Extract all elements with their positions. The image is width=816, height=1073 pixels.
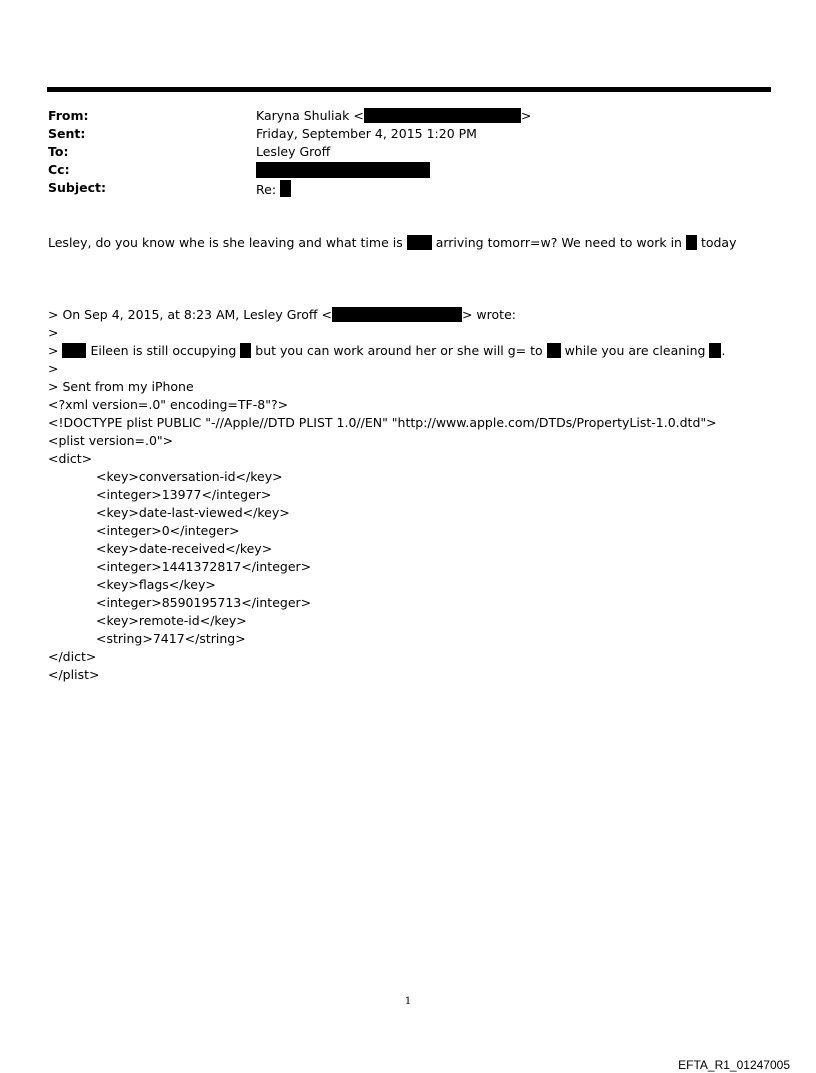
body-paragraph	[48, 235, 736, 250]
redaction-box	[709, 343, 721, 358]
quote-line: > Sent from my iPhone	[48, 379, 194, 394]
redaction-box	[364, 108, 521, 123]
quote-line: >	[48, 361, 59, 376]
redaction-box	[407, 235, 432, 250]
quote-text: while you are cleaning	[564, 343, 706, 358]
xml-line: <integer>8590195713</integer>	[96, 595, 312, 610]
document-id: EFTA_R1_01247005	[678, 1058, 790, 1072]
from-value	[256, 108, 531, 123]
quote-line: >	[48, 325, 59, 340]
quote-text: but you can work around her or she will g= to	[255, 343, 543, 358]
redaction-box	[686, 235, 697, 250]
redaction-box	[256, 162, 430, 178]
redaction-box	[240, 343, 251, 358]
quote-text: Eileen is still occupying	[90, 343, 237, 358]
from-label: From:	[48, 108, 89, 123]
xml-line: <key>conversation-id</key>	[96, 469, 283, 484]
body-text: today	[700, 235, 737, 250]
xml-line: <plist version=.0">	[48, 433, 174, 448]
header-rule	[47, 87, 771, 92]
quote-line	[48, 307, 516, 322]
redaction-box	[62, 343, 86, 358]
xml-line: <?xml version=.0" encoding=TF-8"?>	[48, 397, 289, 412]
xml-line: <key>remote-id</key>	[96, 613, 247, 628]
cc-label: Cc:	[48, 162, 70, 177]
quote-text: >	[48, 343, 59, 358]
xml-line: <key>date-last-viewed</key>	[96, 505, 290, 520]
quote-text: > On Sep 4, 2015, at 8:23 AM, Lesley Groff <	[48, 307, 332, 322]
xml-line: <key>flags</key>	[96, 577, 216, 592]
xml-line: <dict>	[48, 451, 93, 466]
subject-value	[256, 180, 291, 197]
body-text: arriving tomorr=w? We need to work in	[435, 235, 682, 250]
xml-line: </dict>	[48, 649, 97, 664]
quote-text: > wrote:	[461, 307, 516, 322]
redaction-box	[332, 307, 462, 322]
quote-line	[48, 343, 725, 358]
redaction-box	[547, 343, 561, 358]
xml-line: <integer>0</integer>	[96, 523, 240, 538]
sent-value: Friday, September 4, 2015 1:20 PM	[256, 126, 477, 141]
xml-line: <integer>13977</integer>	[96, 487, 272, 502]
subject-label: Subject:	[48, 180, 106, 195]
from-close: >	[520, 108, 532, 123]
to-label: To:	[48, 144, 69, 159]
quote-text: .	[721, 343, 726, 358]
subject-text: Re:	[256, 182, 277, 197]
xml-line: <string>7417</string>	[96, 631, 246, 646]
page-number: 1	[404, 996, 412, 1007]
from-name: Karyna Shuliak <	[256, 108, 364, 123]
xml-line: <!DOCTYPE plist PUBLIC "-//Apple//DTD PLIST 1.0//EN" "http://www.apple.com/DTDs/PropertyList-1.0.dtd">	[48, 415, 717, 430]
redaction-box	[280, 180, 291, 197]
body-text: Lesley, do you know whe is she leaving and what time is	[48, 235, 403, 250]
xml-line: <integer>1441372817</integer>	[96, 559, 312, 574]
cc-value	[256, 162, 430, 178]
to-value: Lesley Groff	[256, 144, 331, 159]
xml-line: </plist>	[48, 667, 100, 682]
xml-line: <key>date-received</key>	[96, 541, 273, 556]
sent-label: Sent:	[48, 126, 86, 141]
